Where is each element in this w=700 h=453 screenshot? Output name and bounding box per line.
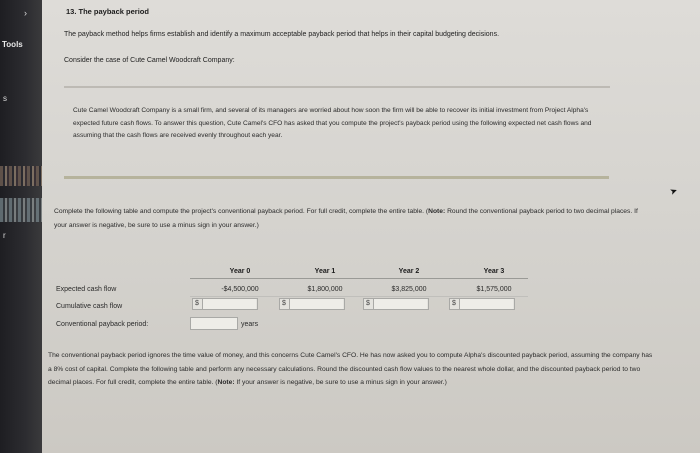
scenario-text: Cute Camel Woodcraft Company is a small firm, and several of its managers are worried about how soon the firm will be able to recover its initial investment from Project Alpha's expected future cash flows. To answer this question, Cute Camel's CFO has asked that you compute the project's payback period using the following expected net cash flows and assuming that the cash flows are received evenly throughout each year. bbox=[73, 107, 592, 140]
expected-cash-flow-year-1: $1,800,000 bbox=[307, 286, 343, 293]
table-row-rule bbox=[190, 296, 528, 297]
tools-link[interactable]: Tools bbox=[2, 40, 23, 49]
cumulative-cash-flow-input-year-2[interactable] bbox=[373, 299, 427, 309]
cumulative-cash-flow-field-year-2 bbox=[363, 298, 429, 310]
expected-cash-flow-year-2: $3,825,000 bbox=[391, 286, 427, 293]
instruction-text-2: The conventional payback period ignores the time value of money, and this concerns Cute Camel's CFO. He has now asked you to compute Alpha's discounted payback period, assuming the company has a 8% cost of capital. Complete the following table and perform any necessary calculations. Round the discounted cash flow values to the nearest whole dollar, and the discounted payback period to two decimal places. For full credit, complete the entire table. (Note: If your answer is negative, be sure to use a minus sign in your answer.) bbox=[48, 352, 653, 387]
table-header-rule bbox=[190, 278, 528, 279]
left-sidebar bbox=[0, 0, 42, 453]
column-header-year-1: Year 1 bbox=[314, 268, 336, 275]
currency-symbol: $ bbox=[452, 300, 456, 307]
column-header-year-2: Year 2 bbox=[398, 268, 420, 275]
cumulative-cash-flow-input-year-0[interactable] bbox=[202, 299, 256, 309]
payback-period-label: Conventional payback period: bbox=[56, 321, 149, 328]
payback-unit: years bbox=[241, 321, 259, 328]
question-heading: 13. The payback period bbox=[66, 7, 149, 16]
background-bookshelf bbox=[0, 166, 42, 186]
cumulative-cash-flow-input-year-1[interactable] bbox=[289, 299, 343, 309]
currency-symbol: $ bbox=[282, 300, 286, 307]
cumulative-cash-flow-field-year-0 bbox=[192, 298, 258, 310]
intro-text: The payback method helps firms establish and identify a maximum acceptable payback period that helps in their capital budgeting decisions. bbox=[64, 31, 500, 38]
background-bookshelf-lower bbox=[0, 198, 42, 222]
cumulative-cash-flow-field-year-1 bbox=[279, 298, 345, 310]
cumulative-cash-flow-field-year-3 bbox=[449, 298, 515, 310]
expected-cash-flow-year-0: -$4,500,000 bbox=[221, 286, 259, 293]
question-page bbox=[42, 0, 700, 453]
consider-text: Consider the case of Cute Camel Woodcraft Company: bbox=[64, 57, 235, 64]
payback-period-input[interactable] bbox=[190, 317, 238, 330]
sidebar-marker-r: r bbox=[3, 231, 6, 240]
expected-cash-flow-label: Expected cash flow bbox=[56, 286, 117, 293]
column-header-year-0: Year 0 bbox=[229, 268, 251, 275]
currency-symbol: $ bbox=[366, 300, 370, 307]
cumulative-cash-flow-label: Cumulative cash flow bbox=[56, 303, 123, 310]
cumulative-cash-flow-input-year-3[interactable] bbox=[459, 299, 513, 309]
column-header-year-3: Year 3 bbox=[483, 268, 505, 275]
mouse-cursor-icon: ➤ bbox=[668, 185, 679, 198]
divider-highlight bbox=[64, 176, 609, 179]
divider bbox=[64, 86, 610, 88]
expected-cash-flow-year-3: $1,575,000 bbox=[476, 286, 512, 293]
instruction-text-1: Complete the following table and compute the project's conventional payback period. For full credit, complete the entire table. (Note: Round the conventional payback period to two decimal places. If your answer is negative, be sure to use a minus sign in your answer.) bbox=[54, 208, 638, 229]
currency-symbol: $ bbox=[195, 300, 199, 307]
chevron-right-icon[interactable]: › bbox=[24, 8, 27, 18]
sidebar-marker-s: s bbox=[3, 94, 7, 103]
